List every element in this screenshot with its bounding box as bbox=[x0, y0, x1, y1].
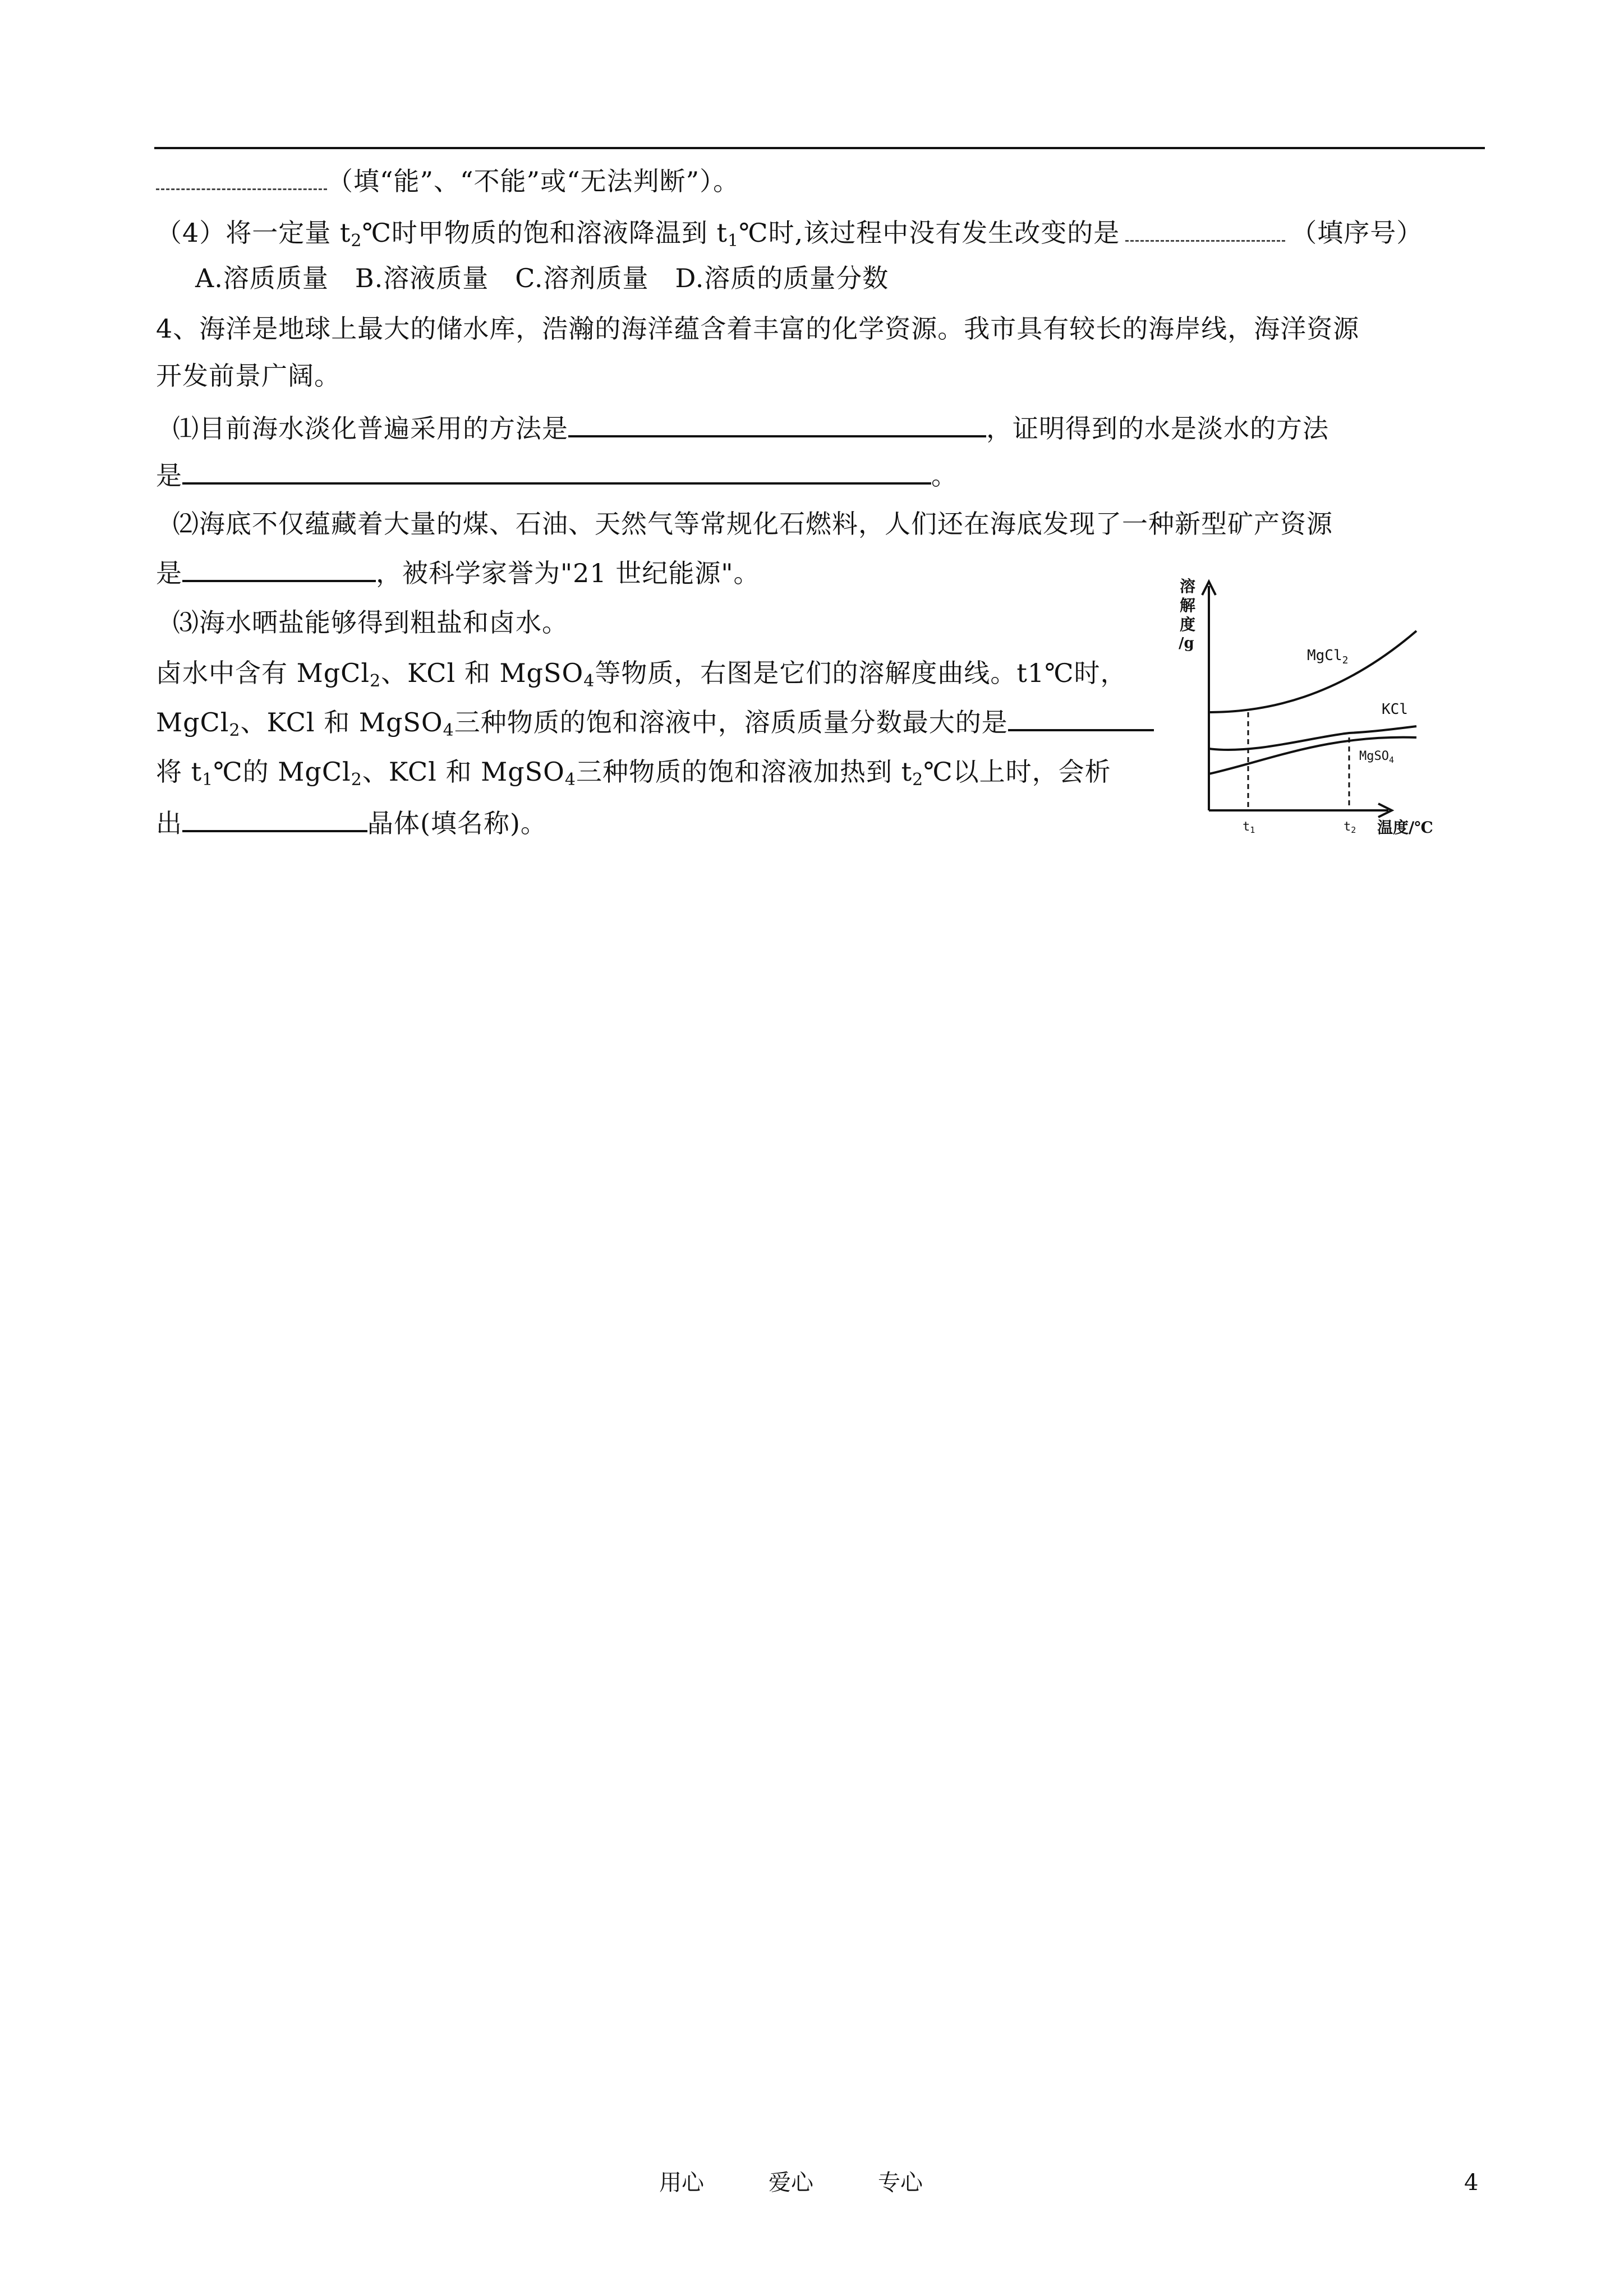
q4-part2-line-2: 是 ，被科学家誉为"21 世纪能源"。 bbox=[156, 555, 760, 590]
t1-tick-label: t1 bbox=[1243, 820, 1255, 835]
page-number: 4 bbox=[1464, 2170, 1479, 2196]
q4-part1-line-2: 是 。 bbox=[156, 458, 958, 492]
q3-part4-line: （4）将一定量 $t_2℃$时甲物质的饱和溶液降温到 $t_1℃$时,该过程中没有发生改变的是 （填序号） bbox=[156, 215, 1423, 250]
q4-part1-line-1: ⑴目前海水淡化普遍采用的方法是 ，证明得到的水是淡水的方法 bbox=[173, 411, 1329, 445]
q4-part3-line-2: 卤水中含有 MgCl$_2$、KCl 和 MgSO$_4$等物质，右图是它们的溶解度曲线。t1℃时， bbox=[156, 658, 1127, 691]
kcl-curve-label: KCl bbox=[1382, 701, 1408, 718]
q4-part3-line-1: ⑶海水晒盐能够得到粗盐和卤水。 bbox=[173, 607, 568, 638]
q4-part2-line-1: ⑵海底不仅蕴藏着大量的煤、石油、天然气等常规化石燃料，人们还在海底发现了一种新型矿产资源 bbox=[173, 509, 1333, 539]
t2-tick-label: t2 bbox=[1344, 820, 1356, 835]
answer-blank[interactable] bbox=[568, 411, 986, 437]
answer-blank[interactable] bbox=[182, 805, 367, 832]
q4-part3-line-3: MgCl$_2$、KCl 和 MgSO$_4$三种物质的饱和溶液中，溶质质量分数最大的是 bbox=[156, 704, 1154, 739]
mgcl2-curve bbox=[1209, 631, 1416, 712]
answer-blank[interactable] bbox=[1008, 704, 1154, 731]
y-axis-label-char: /g bbox=[1179, 635, 1194, 652]
q4-intro-line-2: 开发前景广阔。 bbox=[156, 361, 341, 391]
q4-part3-line-5: 出 晶体(填名称)。 bbox=[156, 805, 547, 840]
y-axis-label-char: 解 bbox=[1180, 596, 1196, 615]
mgcl2-curve-label: MgCl$_2$ bbox=[1307, 647, 1349, 666]
solubility-curve-figure bbox=[1170, 575, 1461, 850]
header-rule bbox=[154, 147, 1485, 149]
answer-blank[interactable] bbox=[182, 555, 376, 582]
x-axis-label: 温度/℃ bbox=[1377, 818, 1433, 837]
mgso4-curve-label: MgSO$_4$ bbox=[1359, 749, 1395, 765]
q4-intro-line-1: 4、海洋是地球上最大的储水库，浩瀚的海洋蕴含着丰富的化学资源。我市具有较长的海岸线，海洋资源 bbox=[156, 313, 1360, 344]
q3-cont-line: （填“能”、“不能”或“无法判断”）。 bbox=[156, 164, 739, 198]
q4-part3-line-4: 将 $t_1℃$的 MgCl$_2$、KCl 和 MgSO$_4$三种物质的饱和溶液加热到 $t_2℃$以上时，会析 bbox=[156, 757, 1111, 790]
q3-options-line: A.溶质质量 B.溶液质量 C.溶剂质量 D.溶质的质量分数 bbox=[195, 263, 889, 293]
answer-blank[interactable] bbox=[156, 164, 327, 190]
footer-slogan-1: 用心 bbox=[659, 2170, 704, 2196]
y-axis-label-char: 溶 bbox=[1180, 577, 1196, 596]
y-axis-label-char: 度 bbox=[1180, 615, 1196, 634]
answer-blank[interactable] bbox=[182, 458, 931, 485]
answer-blank[interactable] bbox=[1125, 215, 1285, 242]
footer-slogan-2: 爱心 bbox=[769, 2170, 813, 2196]
footer-slogan-3: 专心 bbox=[878, 2170, 923, 2196]
